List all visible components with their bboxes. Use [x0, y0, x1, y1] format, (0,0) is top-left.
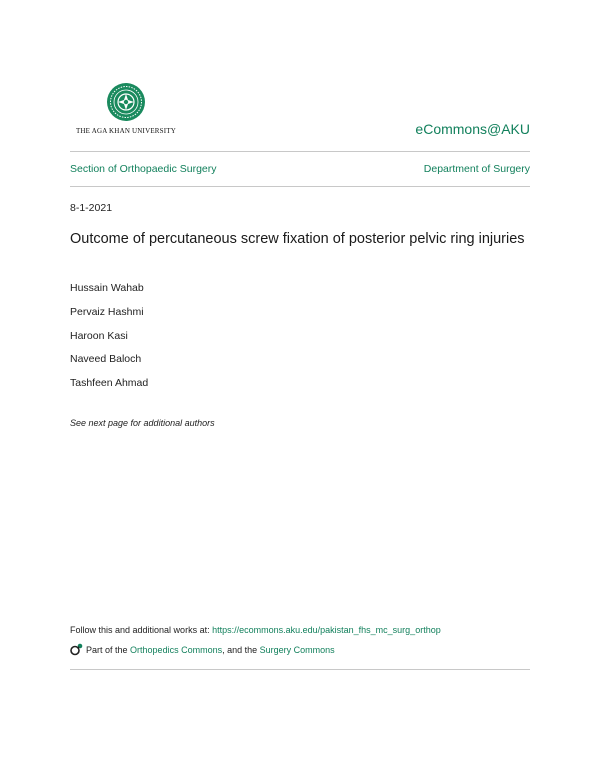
surgery-commons-link[interactable]: Surgery Commons	[259, 644, 335, 655]
author-name: Naveed Baloch	[70, 353, 142, 366]
follow-line	[70, 625, 441, 635]
department-link[interactable]: Department of Surgery	[423, 163, 530, 175]
breadcrumb-divider	[70, 186, 530, 187]
author-list	[70, 282, 148, 401]
article-title: Outcome of percutaneous screw fixation of posterior pelvic ring injuries	[70, 231, 525, 247]
section-link[interactable]: Section of Orthopaedic Surgery	[70, 163, 217, 175]
university-logo	[70, 82, 182, 135]
orthopedics-commons-link[interactable]: Orthopedics Commons	[130, 644, 223, 655]
part-of-middle: , and the	[222, 644, 260, 655]
collection-url-link[interactable]: https://ecommons.aku.edu/pakistan_fhs_mc_surg_orthop	[212, 625, 441, 635]
network-icon	[70, 643, 83, 656]
header-divider	[70, 151, 530, 152]
institution-name: THE AGA KHAN UNIVERSITY	[75, 127, 177, 135]
author-name: Haroon Kasi	[70, 329, 128, 342]
part-of-prefix: Part of the	[86, 644, 128, 655]
author-name: Tashfeen Ahmad	[70, 377, 149, 390]
ecommons-brand-link[interactable]: eCommons@AKU	[415, 121, 530, 137]
follow-prefix: Follow this and additional works at:	[70, 625, 213, 635]
author-name: Hussain Wahab	[70, 282, 144, 294]
publication-date: 8-1-2021	[70, 202, 113, 214]
author-name: Pervaiz Hashmi	[70, 305, 144, 318]
additional-authors-note: See next page for additional authors	[70, 418, 215, 428]
part-of-line	[70, 643, 335, 656]
university-seal-icon	[106, 82, 146, 122]
footer-divider	[70, 669, 530, 670]
